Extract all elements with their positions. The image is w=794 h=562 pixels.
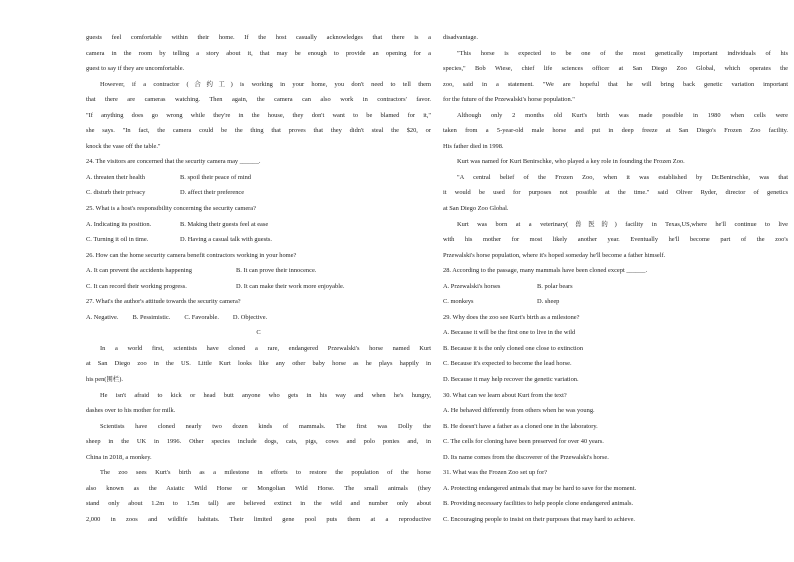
text-line: His father died in 1998. [443,142,504,150]
answer-options-row [86,217,431,233]
text-line: 27. What's the author's attitude towards the security camera? [86,298,241,306]
option: B. Pessimistic. [132,313,171,321]
option-b: D. sheep [537,298,560,306]
text-line: it would be used for purposes not possible at the time." said Oliver Ryder, director of genetics [443,189,788,197]
text-line: knock the vase off the table." [86,142,161,150]
text-line: at San Diego Zoo Global. [443,205,509,213]
text-line: C. The cells for cloning have been preserved for over 40 years. [443,438,604,446]
text-line: B. Because it is the only cloned one close to extinction [443,344,584,352]
text-line: sheep in the UK in 1996. Other species include dogs, cats, pigs, cows and polo ponies and, in [86,438,431,446]
answer-options-row [86,232,431,248]
option-a: C. It can record their working progress. [86,282,187,290]
text-line: He isn't afraid to kick or head butt anyone who gets in his way and when he's hungry, [100,391,431,399]
text-line: A. Protecting endangered animals that may be hard to save for the moment. [443,484,637,492]
text-line: Kurt was named for Kurt Benirschke, who played a key role in founding the Frozen Zoo. [457,158,685,166]
text-line: for the future of the Przewalski's horse population." [443,96,575,104]
option-a: C. Turning it oil in time. [86,236,149,244]
text-line: B. He doesn't have a father as a cloned one in the laboratory. [443,422,598,430]
answer-options-row [443,279,788,295]
text-line: 26. How can the home security camera benefit contractors working in your home? [86,251,297,259]
text-line: 24. The visitors are concerned that the security camera may ______. [86,158,261,166]
option-b: D. affect their preference [180,189,245,197]
text-line: In a world first, scientists have cloned a rare, endangered Przewalski's horse named Kurt [100,344,431,352]
text-line: taken from a 5-year-old male horse and put in deep freeze at San Diego's Frozen Zoo facility. [443,127,788,135]
option: A. Negative. [86,313,119,321]
left-column [86,30,431,528]
text-line: However, if a contractor (合约工) is working in your home, you don't need to tell them [100,80,431,88]
answer-options-row [86,185,431,201]
text-line: 2,000 in zoos and wildlife habitats. Their limited gene pool puts them at a reproductive [86,515,431,523]
text-line: The zoo sees Kurt's birth as a milestone in efforts to restore the population of the horse [100,469,431,477]
text-line: she says. "In fact, the camera could be the thing that proves that they didn't steal the $20, or [86,127,431,135]
text-line: China in 2018, a monkey. [86,453,152,461]
option-a: A. It can prevent the accidents happening [86,267,192,275]
text-line: C. Encouraging people to insist on their purposes that may hard to achieve. [443,515,636,523]
text-line: "If anything does go wrong while they're in the house, they don't want to be blamed for it," [86,111,431,119]
option-b: B. polar bears [537,282,573,290]
text-line: dashes over to his mother for milk. [86,407,176,415]
answer-options-row [86,279,431,295]
text-line: that there are cameras watching. Then again, the camera can also work in contractors' favor. [86,96,431,104]
option-a: C. monkeys [443,298,474,306]
option: D. Objective. [232,313,268,321]
text-line: B. Providing necessary facilities to help people clone endangered animals. [443,500,634,508]
text-line: guest to say if they are uncomfortable. [86,65,185,73]
text-line: stand only about 1.2m to 1.5m tall) are believed extinct in the wild and number only about [86,500,431,508]
text-line: with his mother for most likely another year. Eventually he'll become part of the zoo's [443,236,788,244]
text-line: Przewalski's horse population, where it's hoped someday he'll become a father himself. [443,251,666,259]
answer-options-row [86,170,431,186]
text-line: 31. What was the Frozen Zoo set up for? [443,469,548,477]
option-b: B. Making their guests feel at ease [180,220,269,228]
text-line: zoo, said in a statement. "We are hopeful that he will bring back genetic variation important [443,80,788,88]
text-line: D. Its name comes from the discoverer of the Przewalski's horse. [443,453,609,461]
text-line: "A central belief of the Frozen Zoo, when it was established by Dr.Benirschke, was that [457,173,788,181]
option-a: A. threaten their health [86,173,145,181]
option-a: C. disturb their privacy [86,189,146,197]
option: C. Favorable. [184,313,219,321]
text-line: 29. Why does the zoo see Kurt's birth as a milestone? [443,313,580,321]
right-column [443,30,788,528]
text-line: 25. What is a host's responsibility concerning the security camera? [86,205,256,213]
text-line: species," Bob Wiese, chief life sciences officer at San Diego Zoo Global, which operates the [443,65,788,73]
text-line: Although only 2 months old Kurt's birth was made possible in 1980 when cells were [457,111,788,119]
option-a: A. Przewalski's horses [443,282,501,290]
text-line: Kurt was born at a veterinary(兽医的) facility in Texas,US,where he'll continue to live [457,220,788,228]
text-line: 30. What can we learn about Kurt from the text? [443,391,567,399]
text-line: 28. According to the passage, many mammals have been cloned except ______. [443,267,648,275]
option-b: B. spoil their peace of mind [180,173,251,181]
text-line: at San Diego zoo in the US. Little Kurt looks like any other baby horse as he plays happily in [86,360,431,368]
text-line: guests feel comfortable within their home. If the host casually acknowledges that there is a [86,34,431,41]
answer-options-row [86,263,431,279]
text-line: camera in the room by telling a story about it, that may be enough to provide an opening for a [86,49,431,57]
text-line: his pen(围栏). [86,376,123,384]
text-line: D. Because it may help recover the genetic variation. [443,376,579,384]
answer-options-row [86,310,431,326]
option-a: A. Indicating its position. [86,220,152,228]
text-line: Scientists have cloned nearly two dozen kinds of mammals. The first was Dolly the [100,422,431,430]
section-heading: C [256,329,261,337]
text-line: disadvantage. [443,34,478,41]
option-b: D. It can make their work more enjoyable. [236,282,345,290]
text-line: A. He behaved differently from others when he was young. [443,407,595,415]
option-b: B. It can prove their innocence. [236,267,317,275]
text-line: also known as the Asiatic Wild Horse or Mongolian Wild Horse. The small animals (they [86,484,431,492]
answer-options-row [443,294,788,310]
text-line: A. Because it will be the first one to live in the wild [443,329,576,337]
text-line: C. Because it's expected to become the lead horse. [443,360,572,368]
text-line: "This horse is expected to be one of the most genetically important individuals of his [457,49,788,57]
option-b: D. Having a casual talk with guests. [180,236,272,244]
